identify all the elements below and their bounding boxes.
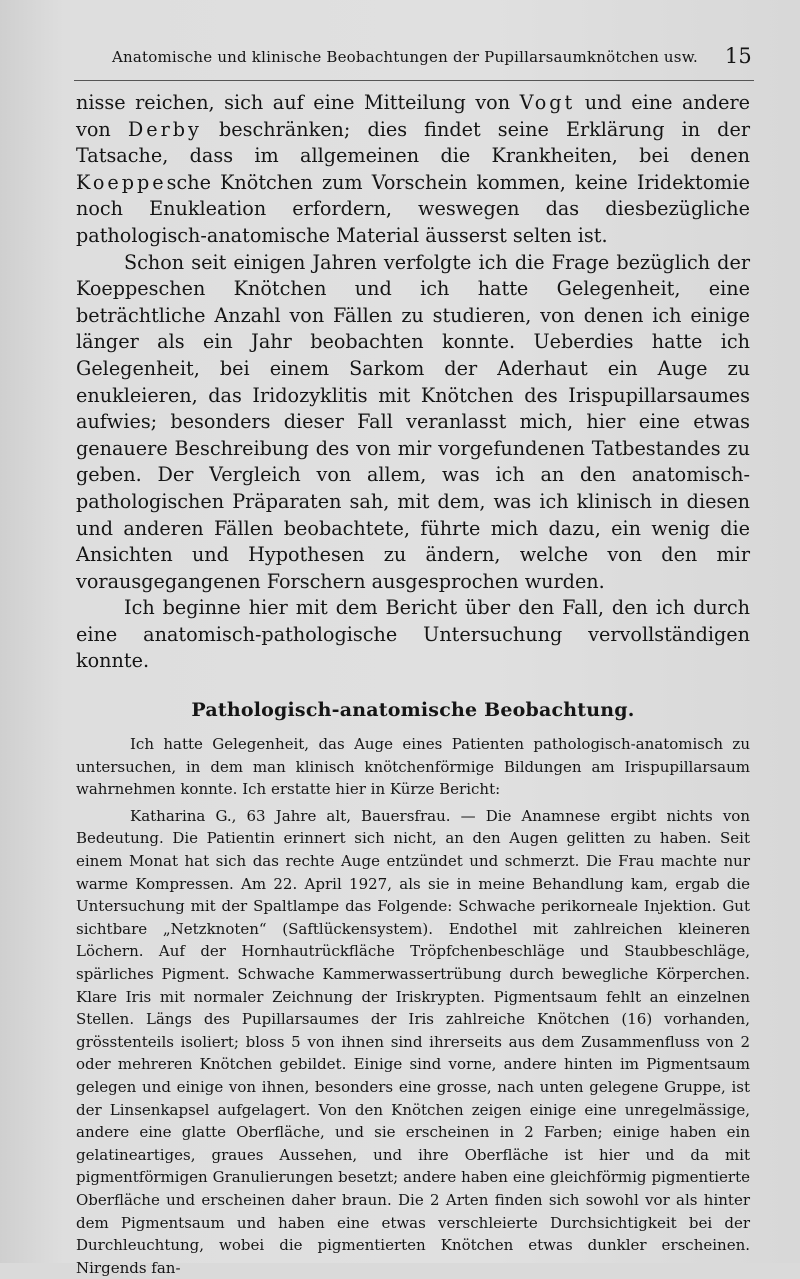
running-header: [112, 44, 752, 68]
paragraph: Ich hatte Gelegenheit, das Auge eines Patienten pathologisch-anatomisch zu untersuchen, in dem man klinisch knötchenförmige Bildungen am Irispupillarsaum wahrnehmen konnte. Ich erstatte hier in Kürze Bericht:: [76, 735, 750, 799]
case-report-paragraph: Katharina G., 63 Jahre alt, Bauersfrau. — Die Anamnese ergibt nichts von Bedeutung. Die Patientin erinnert sich nicht, an den Augen gelitten zu haben. Seit einem Monat hat sich das rechte Auge entzündet und schmerzt. Die Frau machte nur warme Kompressen. Am 22. April 1927, als sie in meine Behandlung kam, ergab die Untersuchung mit der Spaltlampe das Folgende: Schwache perikorneale Injektion. Gut sichtbare „Netzknoten“ (Saftlückensystem). Endothel mit zahlreichen kleineren Löchern. Auf der Hornhautrückfläche Tröpfchenbeschläge und Staubbeschläge, spärliches Pigment. Schwache Kammerwassertrübung durch bewegliche Körperchen. Klare Iris mit normaler Zeichnung der Iriskrypten. Pigmentsaum fehlt an einzelnen Stellen. Längs des Pupillarsaumes der Iris zahlreiche Knötchen (16) vorhanden, grösstenteils isoliert; bloss 5 von ihnen sind ihrerseits aus dem Zusammenfluss von 2 oder mehreren Knötchen gebildet. Einige sind vorne, andere hinten im Pigmentsaum gelegen und einige von ihnen, besonders eine grosse, nach unten gelegene Gruppe, ist der Linsenkapsel aufgelagert. Von den Knötchen zeigen einige eine unregelmässige, andere eine glatte Oberfläche, und sie erscheinen in 2 Farben; einige haben ein gelatineartiges, graues Aussehen, und ihre Oberfläche ist hier und da mit pigmentförmigen Granulierungen besetzt; andere haben eine gleichförmig pigmentierte Oberfläche und erscheinen daher braun. Die 2 Arten finden sich sowohl vor als hinter dem Pigmentsaum und haben eine etwas verschleierte Durchsichtigkeit bei der Durchleuchtung, wobei die pigmentierten Knötchen etwas dunkler erscheinen. Nirgends fan-: [76, 806, 750, 1277]
author-name: Derby: [127, 117, 202, 141]
header-rule: [74, 80, 754, 81]
author-name: Koeppe: [76, 170, 167, 194]
page-number: 15: [724, 44, 752, 68]
paragraph: Schon seit einigen Jahren verfolgte ich die Frage bezüglich der Koeppeschen Knötchen und ich hatte Gelegenheit, eine beträchtliche Anzahl von Fällen zu studieren, von denen ich einige länger als ein Jahr beobachten konnte. Ueberdies hatte ich Gelegenheit, bei einem Sarkom der Aderhaut ein Auge zu enukleieren, das Iridozyklitis mit Knötchen des Irispupillarsaumes aufwies; besonders dieser Fall veranlasst mich, hier eine etwas genauere Beschreibung des von mir vorgefundenen Tatbestandes zu geben. Der Vergleich von allem, was ich an den anatomisch-pathologischen Präparaten sah, mit dem, was ich klinisch in diesen und anderen Fällen beobachtete, führte mich dazu, ein wenig die Ansichten und Hypothesen zu ändern, welche von den mir vorausgegangenen Forschern ausgesprochen wurden.: [76, 250, 750, 593]
paragraph: Ich beginne hier mit dem Bericht über den Fall, den ich durch eine anatomisch-pathologische Untersuchung vervollständigen konnte.: [76, 596, 750, 673]
section-heading: Pathologisch-anatomische Beobachtung.: [191, 699, 635, 722]
paragraph-continuation: nisse reichen, sich auf eine Mitteilung von Vogt und eine andere von Derby beschränken; dies findet seine Erklärung in der Tatsache, dass im allgemeinen die Krankheiten, bei denen Koeppesche Knötchen zum Vorschein kommen, keine Iridektomie noch Enukleation erfordern, weswegen das diesbezügliche pathologisch-anatomische Material äusserst selten ist.: [76, 91, 751, 247]
section-body: [76, 733, 750, 1279]
running-title: Anatomische und klinische Beobachtungen der Pupillarsaumknötchen usw.: [112, 48, 698, 66]
main-text: [76, 90, 750, 1279]
author-name: Vogt: [519, 91, 576, 114]
